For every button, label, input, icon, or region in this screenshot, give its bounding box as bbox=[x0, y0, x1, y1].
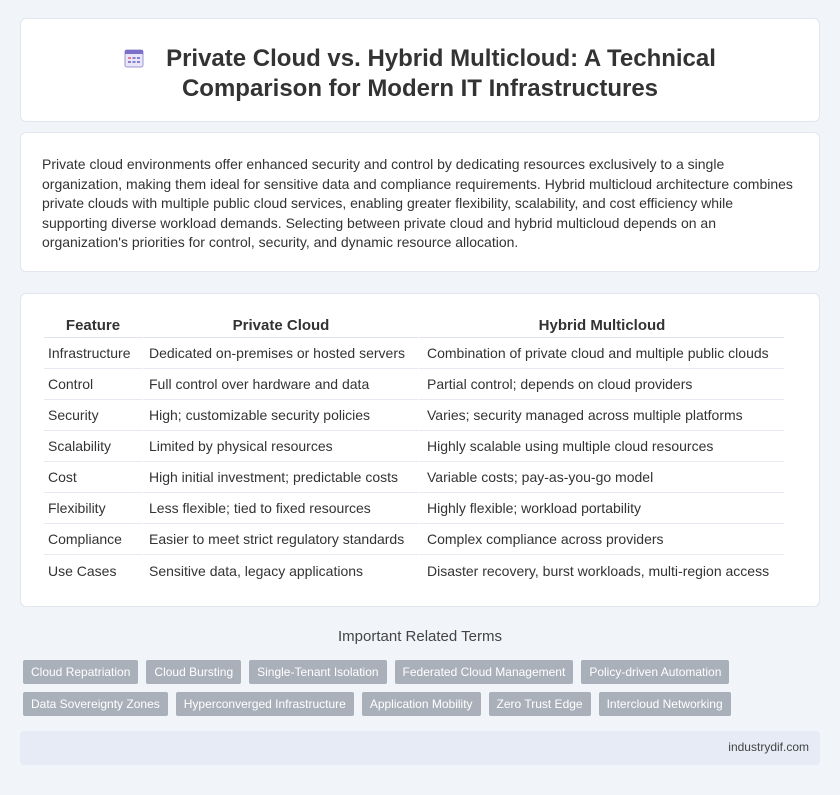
related-term-tag[interactable]: Hyperconverged Infrastructure bbox=[176, 692, 354, 716]
related-term-tag[interactable]: Cloud Bursting bbox=[146, 660, 241, 684]
page-title-text: Private Cloud vs. Hybrid Multicloud: A Technical Comparison for Modern IT Infrastructures bbox=[166, 45, 716, 102]
related-term-tag[interactable]: Federated Cloud Management bbox=[395, 660, 574, 684]
header-hybrid-multicloud: Hybrid Multicloud bbox=[418, 312, 784, 338]
private-cloud-cell: Full control over hardware and data bbox=[142, 369, 418, 400]
feature-cell: Security bbox=[44, 400, 142, 431]
title-card bbox=[20, 18, 820, 122]
table-row bbox=[44, 555, 784, 586]
feature-cell: Scalability bbox=[44, 431, 142, 462]
feature-cell: Infrastructure bbox=[44, 338, 142, 369]
calendar-grid-icon bbox=[124, 48, 144, 68]
table-row bbox=[44, 369, 784, 400]
hybrid-multicloud-cell: Partial control; depends on cloud providers bbox=[418, 369, 784, 400]
table-row bbox=[44, 431, 784, 462]
private-cloud-cell: Dedicated on-premises or hosted servers bbox=[142, 338, 418, 369]
hybrid-multicloud-cell: Variable costs; pay-as-you-go model bbox=[418, 462, 784, 493]
private-cloud-cell: Sensitive data, legacy applications bbox=[142, 555, 418, 586]
table-row bbox=[44, 462, 784, 493]
private-cloud-cell: Limited by physical resources bbox=[142, 431, 418, 462]
table-row bbox=[44, 338, 784, 369]
hybrid-multicloud-cell: Complex compliance across providers bbox=[418, 524, 784, 555]
related-term-tag[interactable]: Intercloud Networking bbox=[599, 692, 731, 716]
feature-cell: Control bbox=[44, 369, 142, 400]
related-term-tag[interactable]: Zero Trust Edge bbox=[489, 692, 591, 716]
footer-site: industrydif.com bbox=[728, 740, 809, 754]
table-header-row bbox=[44, 312, 784, 338]
hybrid-multicloud-cell: Highly scalable using multiple cloud resources bbox=[418, 431, 784, 462]
feature-cell: Flexibility bbox=[44, 493, 142, 524]
hybrid-multicloud-cell: Varies; security managed across multiple platforms bbox=[418, 400, 784, 431]
private-cloud-cell: Less flexible; tied to fixed resources bbox=[142, 493, 418, 524]
header-feature: Feature bbox=[44, 312, 142, 338]
comparison-table bbox=[44, 312, 784, 586]
hybrid-multicloud-cell: Highly flexible; workload portability bbox=[418, 493, 784, 524]
related-term-tag[interactable]: Cloud Repatriation bbox=[23, 660, 138, 684]
related-term-tag[interactable]: Data Sovereignty Zones bbox=[23, 692, 168, 716]
related-terms bbox=[23, 660, 823, 724]
hybrid-multicloud-cell: Disaster recovery, burst workloads, multi-region access bbox=[418, 555, 784, 586]
table-row bbox=[44, 493, 784, 524]
feature-cell: Cost bbox=[44, 462, 142, 493]
page-title bbox=[55, 44, 785, 104]
related-terms-title: Important Related Terms bbox=[338, 628, 502, 645]
footer bbox=[20, 731, 820, 765]
private-cloud-cell: High; customizable security policies bbox=[142, 400, 418, 431]
related-terms-row-1 bbox=[23, 660, 823, 684]
hybrid-multicloud-cell: Combination of private cloud and multiple public clouds bbox=[418, 338, 784, 369]
related-terms-row-2 bbox=[23, 692, 823, 716]
related-term-tag[interactable]: Policy-driven Automation bbox=[581, 660, 729, 684]
intro-card bbox=[20, 132, 820, 272]
private-cloud-cell: High initial investment; predictable costs bbox=[142, 462, 418, 493]
feature-cell: Use Cases bbox=[48, 562, 117, 579]
table-row bbox=[44, 524, 784, 555]
comparison-table-card bbox=[20, 293, 820, 607]
header-private-cloud: Private Cloud bbox=[142, 312, 418, 338]
related-term-tag[interactable]: Single-Tenant Isolation bbox=[249, 660, 386, 684]
private-cloud-cell: Easier to meet strict regulatory standards bbox=[142, 524, 418, 555]
table-row bbox=[44, 400, 784, 431]
related-term-tag[interactable]: Application Mobility bbox=[362, 692, 481, 716]
intro-paragraph: Private cloud environments offer enhanced security and control by dedicating resources exclusively to a single organization, making them ideal for sensitive data and compliance requirements. Hybrid multicloud architecture combines private clouds with multiple public cloud services, enabling greater flexibility, scalability, and cost efficiency while supporting diverse workload demands. Selecting between private cloud and hybrid multicloud depends on an organization's priorities for control, security, and dynamic resource allocation. bbox=[42, 156, 793, 250]
feature-cell: Compliance bbox=[44, 524, 142, 555]
